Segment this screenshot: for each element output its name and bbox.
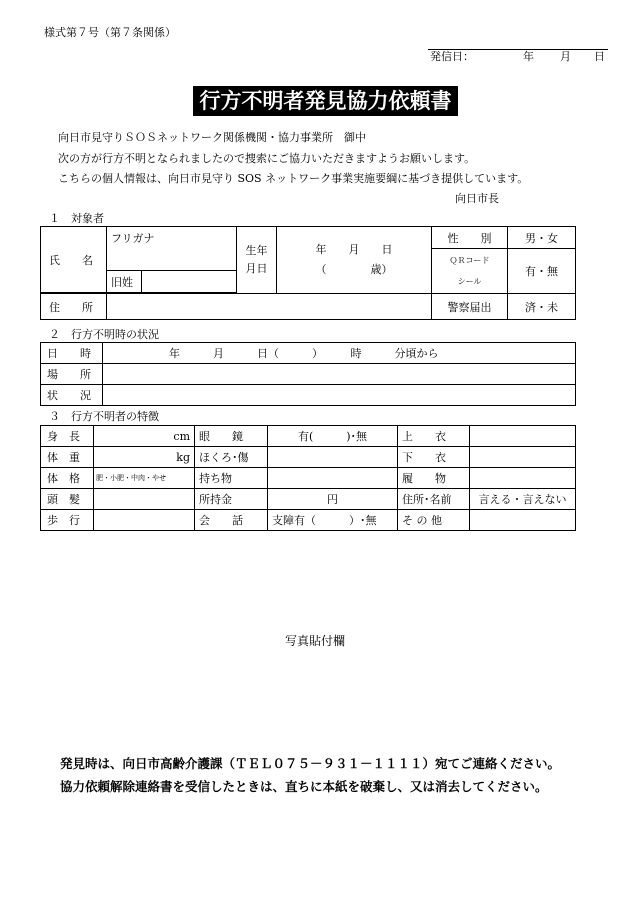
glasses-field[interactable]: 有( )･無 [268,426,398,447]
police-options[interactable]: 済・未 [508,294,576,320]
section3-heading: ３ 行方不明者の特徴 [49,410,159,423]
belongings-label: 持ち物 [195,468,268,489]
build-options[interactable]: 肥・小肥・中肉・やせ [94,468,195,489]
address-name-label: 住所･名前 [398,489,470,510]
name-label: 氏 名 [41,227,107,293]
police-label: 警察届出 [432,294,508,320]
disposal-notice: 協力依頼解除連絡書を受信したときは、直ちに本紙を破棄し、又は消去してください。 [60,779,548,794]
weight-field[interactable]: kg [94,447,195,468]
footwear-field[interactable] [470,468,576,489]
sender-name: 向日市長 [455,192,499,205]
conversation-field[interactable]: 支障有（ ）･無 [268,510,398,531]
birthdate-ymd: 年 月 日 [315,243,393,256]
money-field[interactable]: 円 [268,489,398,510]
height-field[interactable]: cm [94,426,195,447]
walking-field[interactable] [94,510,195,531]
sending-date-field[interactable] [428,48,608,63]
form-number: 様式第７号（第７条関係） [44,26,176,39]
date-day-unit: 日 [594,50,605,63]
privacy-line: こちらの個人情報は、向日市見守り SOS ネットワーク事業実施要綱に基づき提供しています。 [58,172,529,185]
place-field[interactable] [103,364,576,385]
address-label: 住 所 [41,294,107,320]
former-name-label: 旧姓 [107,271,142,293]
photo-area-label: 写真貼付欄 [284,634,345,648]
date-month-unit: 月 [560,50,571,63]
weight-label: 体 重 [41,447,94,468]
former-name-field[interactable] [142,271,237,293]
sending-date-label: 発信日： [430,50,474,63]
furigana-label: フリガナ [111,232,155,245]
hair-label: 頭 髪 [41,489,94,510]
build-label: 体 格 [41,468,94,489]
features-table [40,425,576,531]
birthdate-field[interactable] [277,227,432,294]
footwear-label: 履 物 [398,468,470,489]
qr-options[interactable]: 有・無 [508,249,576,294]
section2-heading: ２ 行方不明時の状況 [49,328,159,341]
addressee-line: 向日市見守りＳＯＳネットワーク関係機関・協力事業所 御中 [58,131,366,144]
moles-scars-field[interactable] [268,447,398,468]
hair-field[interactable] [94,489,195,510]
walking-label: 歩 行 [41,510,94,531]
top-clothing-field[interactable] [470,426,576,447]
section1-heading: １ 対象者 [49,212,104,225]
bottom-clothing-label: 下 衣 [398,447,470,468]
conversation-label: 会 話 [195,510,268,531]
date-year-unit: 年 [523,50,534,63]
address-name-options[interactable]: 言える・言えない [470,489,576,510]
height-label: 身 長 [41,426,94,447]
glasses-label: 眼 鏡 [195,426,268,447]
other-field[interactable] [470,510,576,531]
sex-options[interactable]: 男・女 [508,227,576,249]
datetime-label: 日 時 [41,343,103,364]
datetime-field[interactable]: 年 月 日（ ） 時 分頃から [103,343,576,364]
document-title: 行方不明者発見協力依頼書 [193,86,458,116]
contact-notice: 発見時は、向日市高齢介護課（ＴＥＬ０７５－９３１－１１１１）宛てご連絡ください。 [60,756,561,771]
sex-label: 性 別 [432,227,508,249]
circumstances-field[interactable] [103,385,576,406]
birthdate-label: 生年 月日 [237,227,277,294]
circumstances-label: 状 況 [41,385,103,406]
address-field[interactable] [107,294,432,320]
belongings-field[interactable] [268,468,398,489]
situation-table [40,342,576,406]
qr-label: ＱＲコード シール [432,249,508,294]
birthdate-age: （ 歳） [315,263,393,276]
moles-scars-label: ほくろ･傷 [195,447,268,468]
top-clothing-label: 上 衣 [398,426,470,447]
subject-table [40,226,576,320]
furigana-field[interactable] [107,227,237,271]
money-label: 所持金 [195,489,268,510]
other-label: そ の 他 [398,510,470,531]
place-label: 場 所 [41,364,103,385]
bottom-clothing-field[interactable] [470,447,576,468]
request-line: 次の方が行方不明となられましたので捜索にご協力いただきますようお願いします。 [58,152,476,165]
